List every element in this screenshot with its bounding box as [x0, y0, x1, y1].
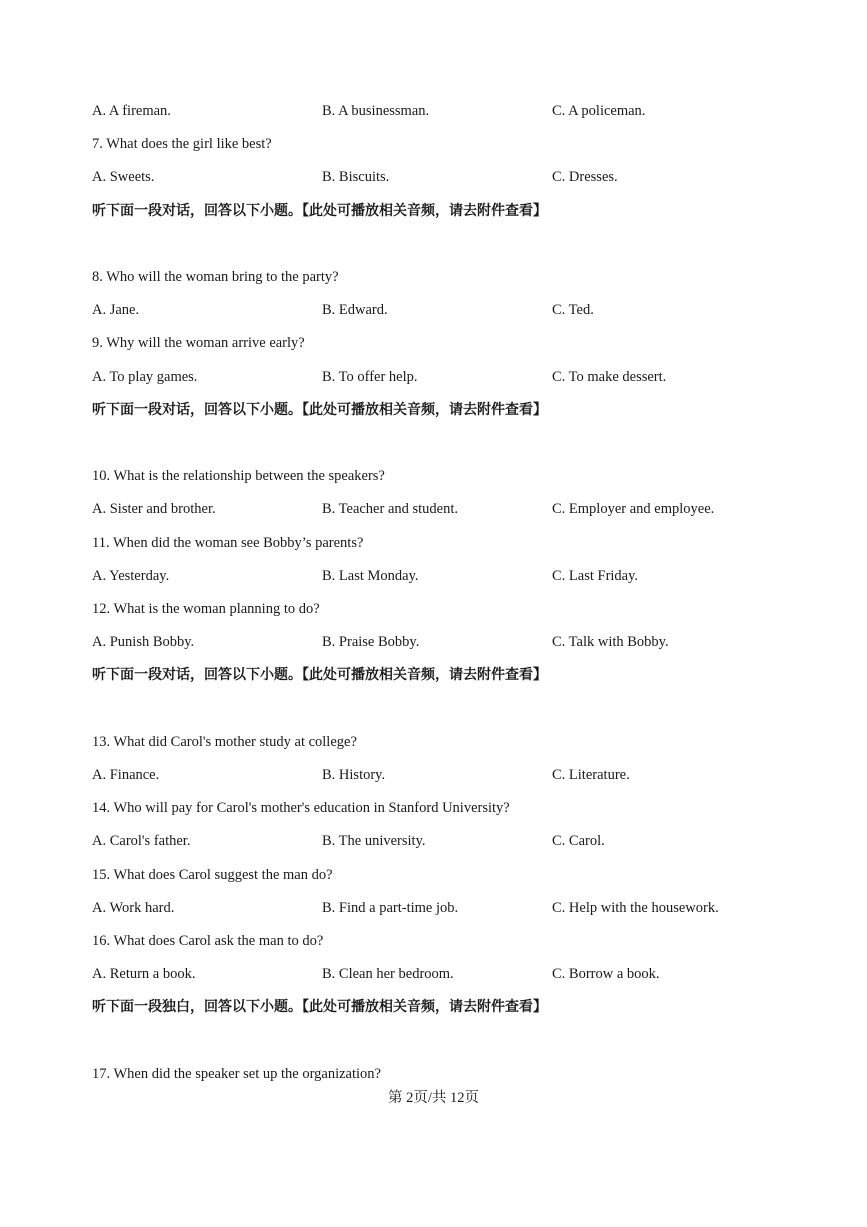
question-text: 7. What does the girl like best? — [92, 136, 272, 153]
option-a: A. A fireman. — [92, 103, 171, 119]
question-text: 17. When did the speaker set up the organization? — [92, 1065, 381, 1082]
option-c: C. Literature. — [552, 767, 630, 783]
option-b: B. Praise Bobby. — [322, 634, 420, 651]
listening-instruction: 听下面一段对话，回答以下小题。【此处可播放相关音频，请去附件查看】 — [92, 202, 547, 219]
option-b: B. Clean her bedroom. — [322, 966, 454, 983]
option-a: A. Work hard. — [92, 899, 175, 916]
option-c: C. Last Friday. — [552, 567, 639, 584]
option-c: C. A policeman. — [552, 103, 646, 119]
page-footer — [0, 1088, 867, 1108]
option-b: B. Teacher and student. — [322, 501, 459, 518]
listening-instruction: 听下面一段独白，回答以下小题。【此处可播放相关音频，请去附件查看】 — [92, 999, 547, 1016]
question-text: 12. What is the woman planning to do? — [92, 601, 320, 617]
option-b: B. To offer help. — [322, 368, 418, 385]
option-a: A. Finance. — [92, 767, 160, 783]
option-c: C. Ted. — [552, 302, 594, 319]
option-b: B. The university. — [322, 833, 426, 850]
listening-instruction: 听下面一段对话，回答以下小题。【此处可播放相关音频，请去附件查看】 — [92, 401, 547, 418]
question-text: 11. When did the woman see Bobby’s parents? — [92, 534, 364, 551]
question-text: 8. Who will the woman bring to the party? — [92, 269, 339, 285]
option-b: B. Find a part-time job. — [322, 899, 459, 916]
option-b: B. Edward. — [322, 302, 388, 319]
option-a: A. Punish Bobby. — [92, 634, 195, 651]
option-c: C. Borrow a book. — [552, 966, 660, 983]
option-b: B. A businessman. — [322, 103, 430, 119]
option-a: A. Yesterday. — [92, 567, 170, 584]
question-text: 16. What does Carol ask the man to do? — [92, 933, 324, 949]
question-text: 9. Why will the woman arrive early? — [92, 335, 305, 352]
question-text: 13. What did Carol's mother study at college? — [92, 733, 357, 750]
page-number: 第 2页/共 12页 — [387, 1090, 480, 1106]
option-c: C. Carol. — [552, 833, 605, 850]
option-a: A. Sweets. — [92, 169, 155, 186]
option-b: B. Last Monday. — [322, 567, 419, 584]
listening-instruction: 听下面一段对话，回答以下小题。【此处可播放相关音频，请去附件查看】 — [92, 667, 547, 684]
option-a: A. Sister and brother. — [92, 501, 216, 518]
option-a: A. Carol's father. — [92, 833, 191, 850]
option-c: C. Talk with Bobby. — [552, 634, 669, 651]
option-a: A. Return a book. — [92, 966, 196, 983]
option-a: A. To play games. — [92, 368, 198, 385]
question-text: 14. Who will pay for Carol's mother's education in Stanford University? — [92, 800, 510, 817]
option-a: A. Jane. — [92, 302, 140, 319]
option-c: C. Help with the housework. — [552, 899, 719, 916]
option-c: C. To make dessert. — [552, 368, 667, 385]
question-text: 15. What does Carol suggest the man do? — [92, 866, 333, 883]
question-text: 10. What is the relationship between the speakers? — [92, 468, 385, 485]
option-b: B. Biscuits. — [322, 169, 390, 186]
option-c: C. Dresses. — [552, 169, 618, 186]
option-b: B. History. — [322, 767, 386, 783]
option-c: C. Employer and employee. — [552, 501, 715, 518]
